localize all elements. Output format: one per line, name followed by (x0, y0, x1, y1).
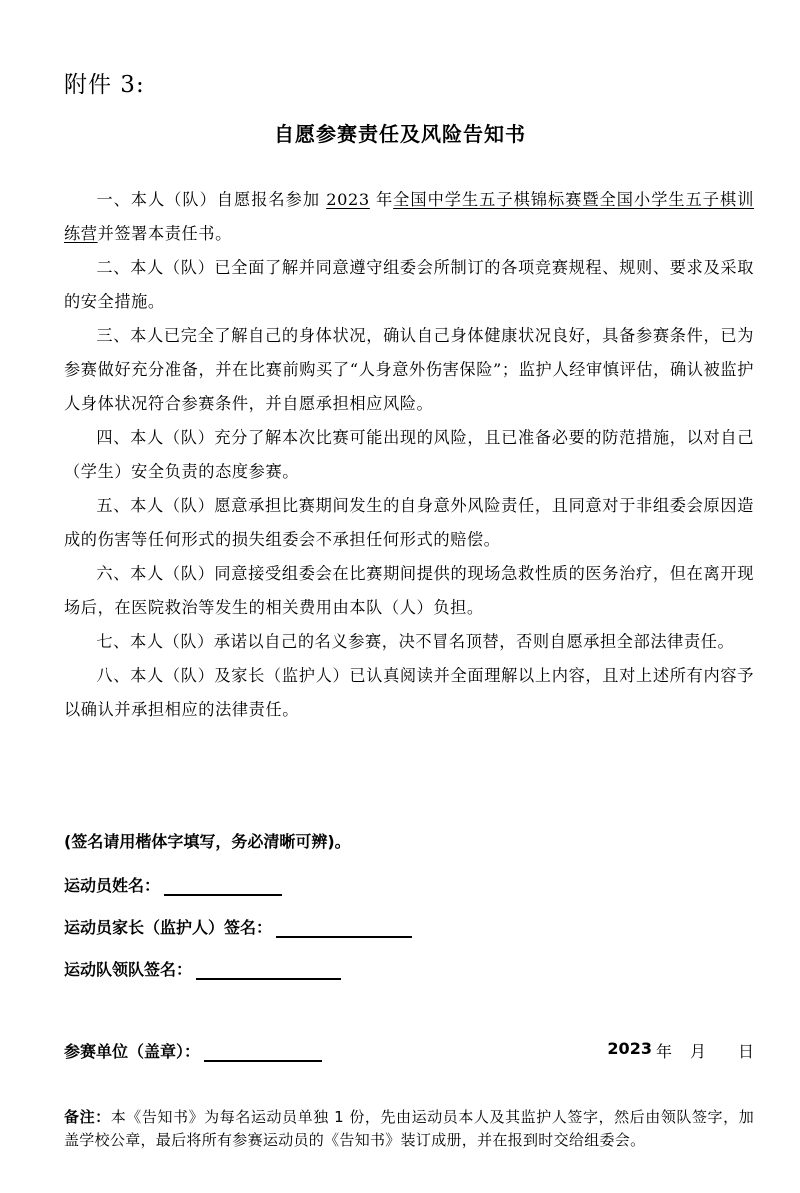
clause-8: 八、本人（队）及家长（监护人）已认真阅读并全面理解以上内容，且对上述所有内容予以确认并承担相应的法律责任。 (64, 666, 754, 719)
attachment-label: 附件 3: (64, 72, 145, 98)
parent-signature-label: 运动员家长（监护人）签名： (64, 918, 273, 937)
clause-4: 四、本人（队）充分了解本次比赛可能出现的风险，且已准备必要的防范措施，以对自己（学生）安全负责的态度参赛。 (64, 428, 754, 481)
document-title: 自愿参赛责任及风险告知书 (274, 122, 526, 146)
clause-7: 七、本人（队）承诺以自己的名义参赛，决不冒名顶替，否则自愿承担全部法律责任。 (96, 632, 735, 651)
clause-3: 三、本人已完全了解自己的身体状况，确认自己身体健康状况良好，具备参赛条件，已为参赛做好充分准备，并在比赛前购买了“人身意外伤害保险”；监护人经审慎评估，确认被监护人身体状况符合参赛条件，并自愿承担相应风险。 (64, 326, 754, 413)
athlete-name-field[interactable] (164, 876, 282, 896)
clause-6: 六、本人（队）同意接受组委会在比赛期间提供的现场急救性质的医务治疗，但在离开现场后，在医院救治等发生的相关费用由本队（人）负担。 (64, 564, 754, 617)
date-day-unit: 日 (737, 1042, 754, 1061)
date-year: 2023 (607, 1039, 652, 1058)
clause-2: 二、本人（队）已全面了解并同意遵守组委会所制订的各项竞赛规程、规则、要求及采取的安全措施。 (64, 258, 754, 311)
clause-1-year: 2023 (326, 190, 370, 209)
leader-signature-field[interactable] (196, 960, 341, 980)
signing-date (607, 1039, 754, 1062)
date-month-unit: 月 (689, 1042, 706, 1061)
clause-1-event-name: 全国中学生五子棋锦标赛暨全国小学生五子棋训练营 (64, 190, 754, 243)
leader-signature-row (64, 957, 341, 980)
parent-signature-field[interactable] (276, 918, 412, 938)
signature-note: (签名请用楷体字填写，务必清晰可辨)。 (64, 832, 351, 851)
unit-stamp-field[interactable] (204, 1042, 322, 1062)
remark-label: 备注： (64, 1108, 111, 1126)
clause-list (64, 183, 754, 727)
clause-1 (64, 183, 754, 251)
athlete-name-row (64, 873, 282, 896)
clause-1-suffix: 并签署本责任书。 (97, 224, 232, 243)
unit-stamp-row (64, 1039, 322, 1062)
unit-stamp-label: 参赛单位（盖章）： (64, 1042, 201, 1061)
leader-signature-label: 运动队领队签名： (64, 960, 193, 979)
athlete-name-label: 运动员姓名： (64, 876, 161, 895)
parent-signature-row (64, 915, 412, 938)
clause-5: 五、本人（队）愿意承担比赛期间发生的自身意外风险责任，且同意对于非组委会原因造成的伤害等任何形式的损失组委会不承担任何形式的赔偿。 (64, 496, 754, 549)
clause-1-prefix: 一、本人（队）自愿报名参加 (96, 190, 327, 209)
remark (64, 1106, 754, 1152)
clause-1-year-unit: 年 (369, 190, 394, 209)
remark-text: 本《告知书》为每名运动员单独 1 份，先由运动员本人及其监护人签字，然后由领队签字，加盖学校公章，最后将所有参赛运动员的《告知书》装订成册，并在报到时交给组委会。 (64, 1108, 755, 1149)
date-year-unit: 年 (655, 1042, 672, 1061)
